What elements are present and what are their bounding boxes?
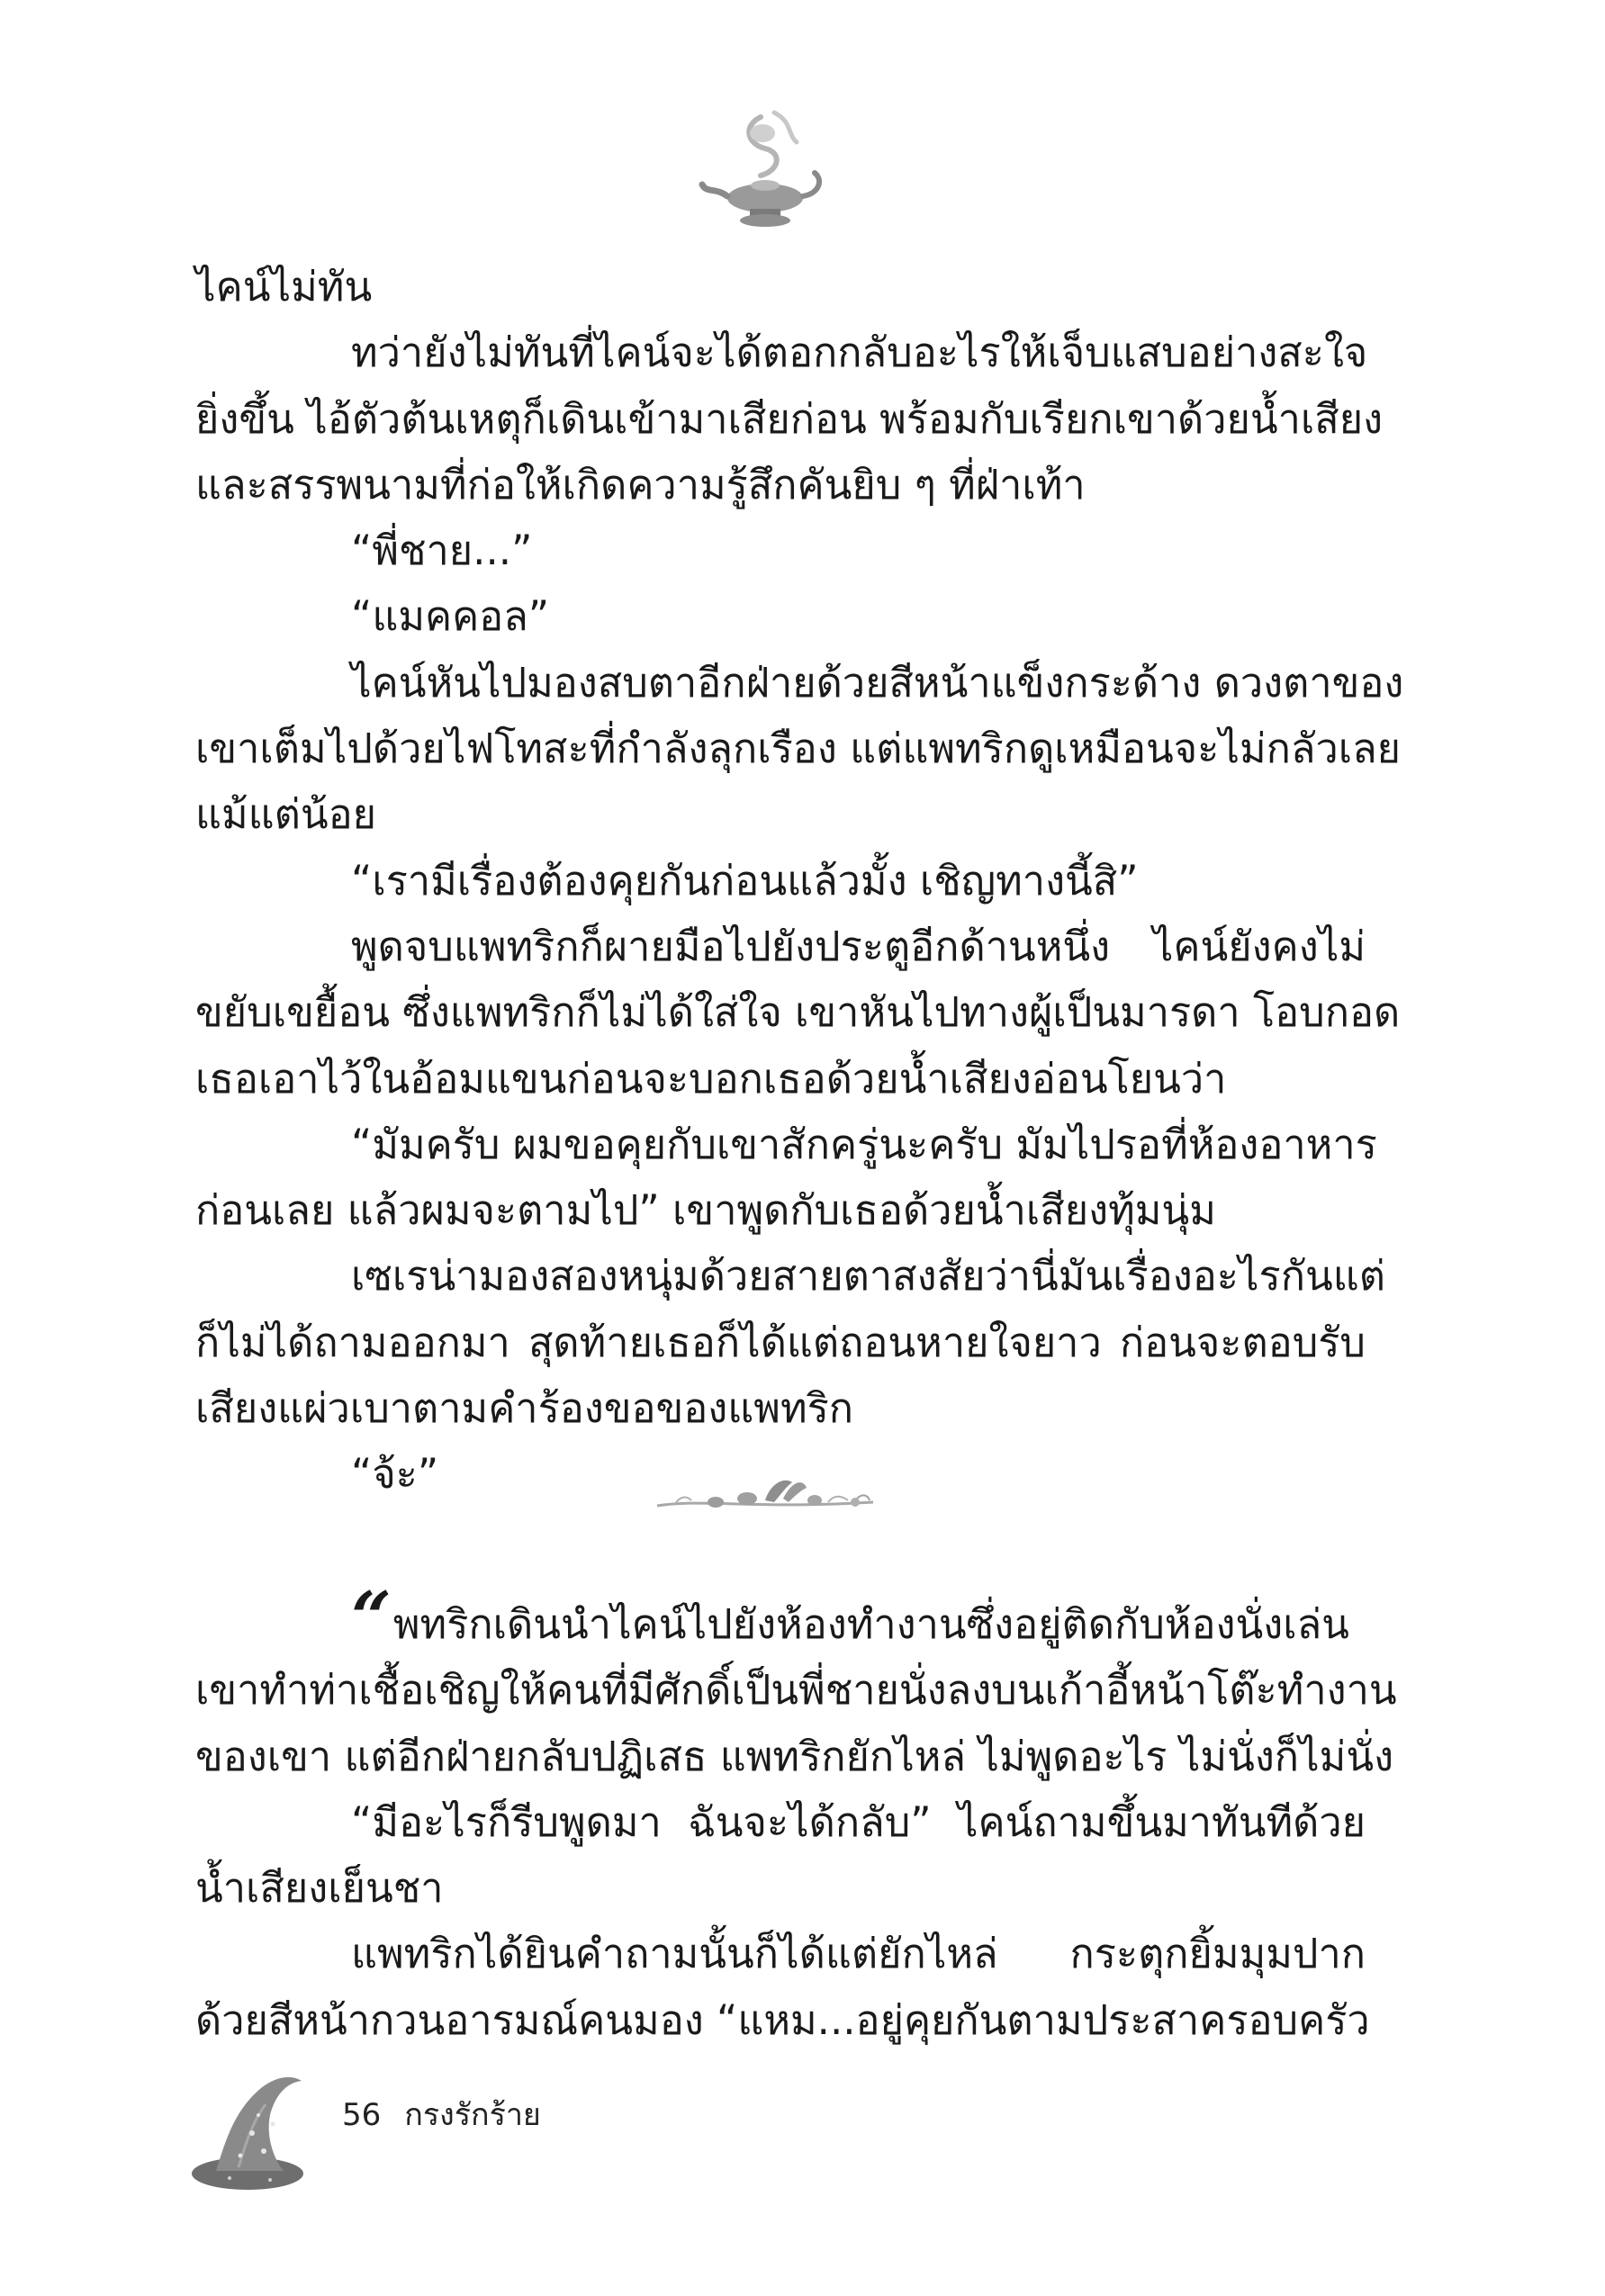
wizard-hat-icon xyxy=(185,2061,320,2196)
text-line: ก็ไม่ได้ถามออกมา สุดท้ายเธอก็ได้แต่ถอนหายใจยาว ก่อนจะตอบรับ xyxy=(195,1318,1366,1366)
text-line: แม้แต่น้อย xyxy=(195,790,377,839)
text-line: ทว่ายังไม่ทันที่ไคน์จะได้ตอกกลับอะไรให้เจ็บแสบอย่างสะใจ xyxy=(351,329,1368,377)
text-line: ขยับเขยื้อน ซึ่งแพทริกก็ไม่ได้ใส่ใจ เขาหันไปทางผู้เป็นมารดา โอบกอด xyxy=(195,988,1401,1037)
bird-branch-ornament-icon xyxy=(648,1463,882,1526)
text-block-top xyxy=(195,254,1404,1508)
text-line: “พี่ชาย...” xyxy=(351,527,533,575)
text-line: เสียงแผ่วเบาตามคำร้องขอของแพทริก xyxy=(195,1384,854,1433)
text-line: แพทริกได้ยินคำถามนั้นก็ได้แต่ยักไหล่ กระตุกยิ้มมุมปาก xyxy=(351,1930,1366,1978)
text-line: ของเขา แต่อีกฝ่ายกลับปฏิเสธ แพทริกยักไหล่ ไม่พูดอะไร ไม่นั่งก็ไม่นั่ง xyxy=(195,1732,1394,1780)
text-line-content: พทริกเดินนำไคน์ไปยังห้องทำงานซึ่งอยู่ติดกับห้องนั่งเล่น xyxy=(392,1600,1349,1648)
text-line: และสรรพนามที่ก่อให้เกิดความรู้สึกคันยิบ ๆ ที่ฝ่าเท้า xyxy=(195,460,1086,509)
page-footer xyxy=(342,2090,541,2138)
text-line: เขาทำท่าเชื้อเชิญให้คนที่มีศักดิ์เป็นพี่ชายนั่งลงบนเก้าอี้หน้าโต๊ะทำงาน xyxy=(195,1666,1397,1715)
text-line: ไคน์หันไปมองสบตาอีกฝ่ายด้วยสีหน้าแข็งกระด้าง ดวงตาของ xyxy=(351,658,1404,707)
text-line: ก่อนเลย แล้วผมจะตามไป” เขาพูดกับเธอด้วยน้ำเสียงทุ้มนุ่ม xyxy=(195,1186,1216,1235)
text-line: เธอเอาไว้ในอ้อมแขนก่อนจะบอกเธอด้วยน้ำเสียงอ่อนโยนว่า xyxy=(195,1054,1227,1103)
text-line: น้ำเสียงเย็นชา xyxy=(195,1864,444,1913)
text-line: เซเรน่ามองสองหนุ่มด้วยสายตาสงสัยว่านี่มันเรื่องอะไรกันแต่ xyxy=(351,1252,1385,1301)
page-number: 56 xyxy=(342,2097,382,2133)
text-line: “จ้ะ” xyxy=(351,1450,439,1499)
text-line xyxy=(195,1577,1366,1659)
text-line: ยิ่งขึ้น ไอ้ตัวต้นเหตุก็เดินเข้ามาเสียก่อน พร้อมกับเรียกเขาด้วยน้ำเสียง xyxy=(195,394,1384,443)
genie-lamp-icon xyxy=(698,108,833,234)
text-line: “แมคคอล” xyxy=(351,592,550,641)
book-title: กรงรักร้าย xyxy=(404,2097,541,2133)
text-line: “มีอะไรก็รีบพูดมา ฉันจะได้กลับ” ไคน์ถามขึ้นมาทันทีด้วย xyxy=(351,1797,1366,1846)
text-line: ไคน์ไม่ทัน xyxy=(195,263,373,311)
text-block-bottom xyxy=(195,1577,1397,2053)
text-line: เขาเต็มไปด้วยไฟโทสะที่กำลังลุกเรือง แต่แพทริกดูเหมือนจะไม่กลัวเลย xyxy=(195,725,1402,773)
text-line: “มัมครับ ผมขอคุยกับเขาสักครู่นะครับ มัมไปรอที่ห้องอาหาร xyxy=(351,1120,1377,1168)
text-line: ด้วยสีหน้ากวนอารมณ์คนมอง “แหม...อยู่คุยกันตามประสาครอบครัว xyxy=(195,1995,1370,2044)
drop-quote-mark: “ xyxy=(351,1577,384,1659)
text-line: พูดจบแพทริกก็ผายมือไปยังประตูอีกด้านหนึ่ง ไคน์ยังคงไม่ xyxy=(351,922,1366,970)
text-line: “เรามีเรื่องต้องคุยกันก่อนแล้วมั้ง เชิญทางนี้สิ” xyxy=(351,856,1139,905)
